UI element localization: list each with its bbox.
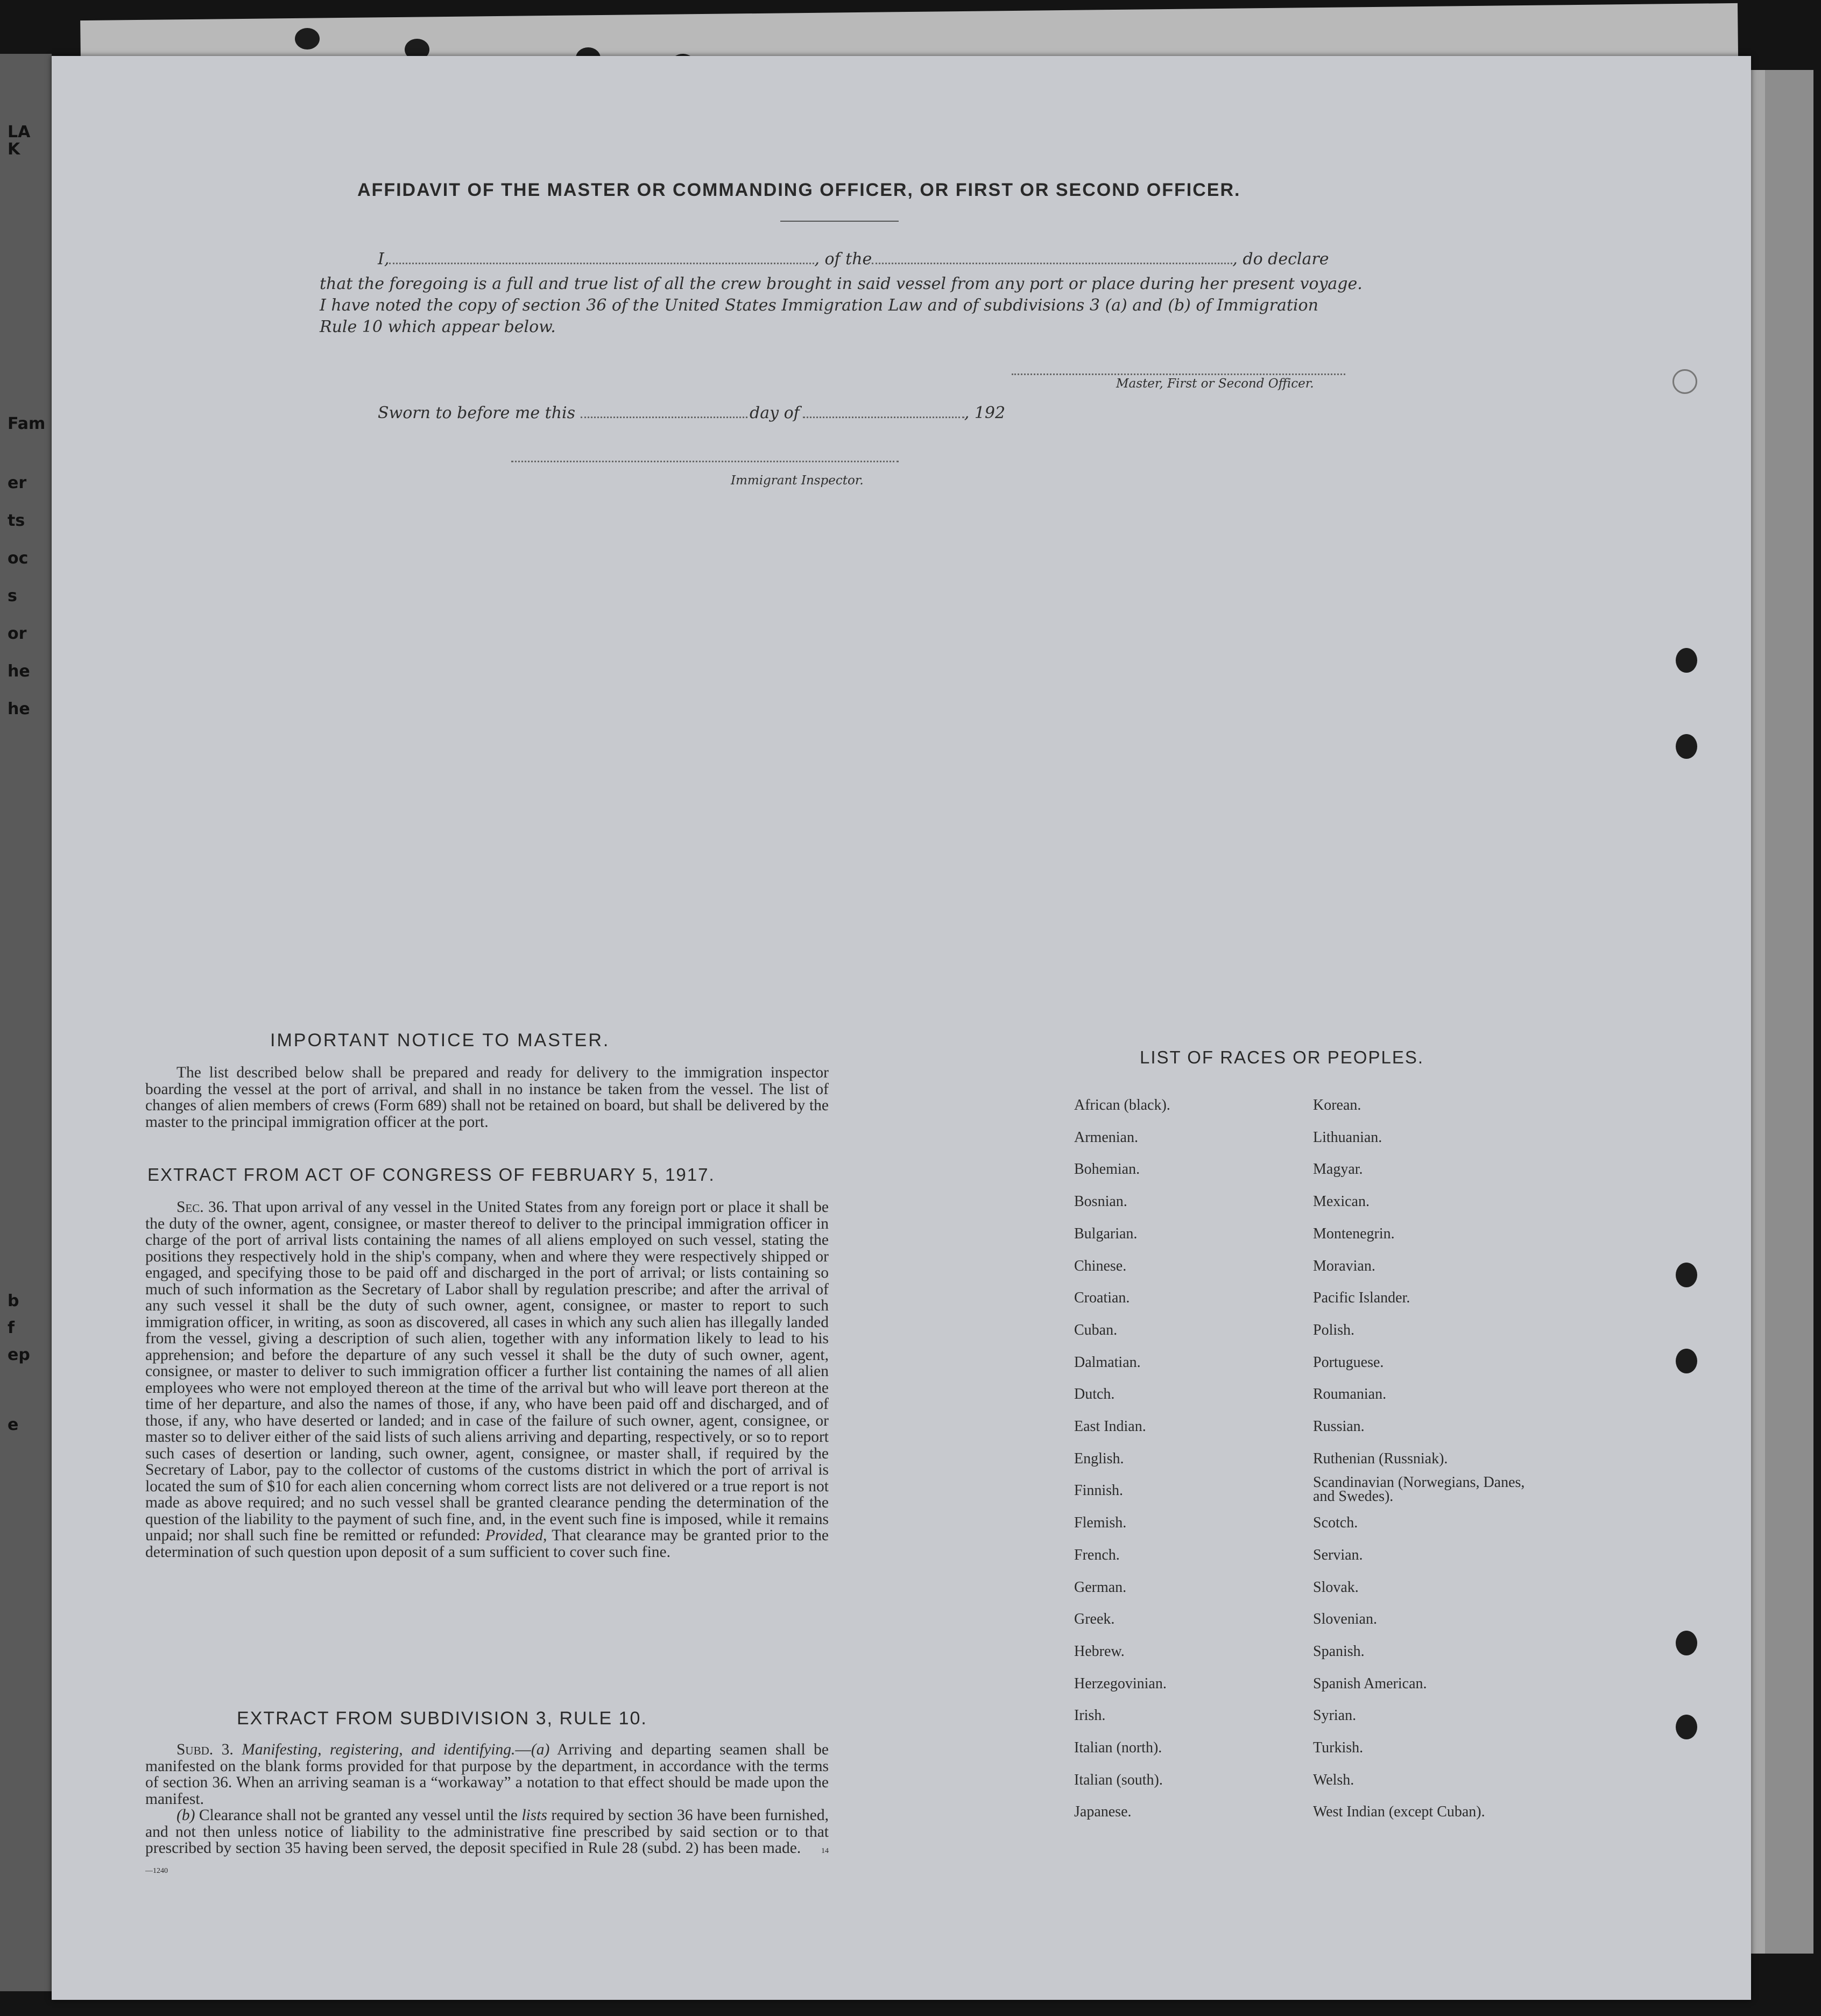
punch-hole bbox=[1676, 1263, 1697, 1287]
master-signature-blank[interactable] bbox=[1012, 373, 1345, 375]
title-rule bbox=[780, 221, 899, 222]
name-blank[interactable] bbox=[389, 263, 814, 264]
race-item: Hebrew. bbox=[1074, 1643, 1125, 1660]
punch-hole bbox=[1676, 1715, 1697, 1739]
race-item: Montenegrin. bbox=[1313, 1225, 1395, 1242]
punch-hole bbox=[1676, 648, 1697, 673]
race-item: Syrian. bbox=[1313, 1707, 1357, 1724]
race-item: Russian. bbox=[1313, 1418, 1365, 1435]
month-blank[interactable] bbox=[803, 417, 964, 418]
edge-fragment: s bbox=[8, 587, 17, 605]
race-item: African (black). bbox=[1074, 1097, 1170, 1113]
punch-hole bbox=[295, 28, 320, 50]
race-item: Dalmatian. bbox=[1074, 1354, 1141, 1371]
race-item: Finnish. bbox=[1074, 1482, 1124, 1499]
edge-fragment: LA bbox=[8, 123, 31, 142]
act-extract-title: EXTRACT FROM ACT OF CONGRESS OF FEBRUARY 5, 1917. bbox=[147, 1165, 715, 1185]
race-item: Roumanian. bbox=[1313, 1386, 1387, 1403]
race-item: Polish. bbox=[1313, 1321, 1355, 1338]
race-item: Servian. bbox=[1313, 1546, 1363, 1563]
edge-fragment: e bbox=[8, 1415, 19, 1434]
day-of-label: day of bbox=[750, 404, 800, 422]
race-item: Italian (south). bbox=[1074, 1771, 1163, 1788]
races-title: LIST OF RACES OR PEOPLES. bbox=[1140, 1047, 1424, 1067]
edge-fragment: K bbox=[8, 140, 20, 159]
race-item: Scotch. bbox=[1313, 1514, 1358, 1532]
race-item: East Indian. bbox=[1074, 1418, 1146, 1435]
edge-fragment: oc bbox=[8, 549, 29, 568]
race-item: Slovak. bbox=[1313, 1578, 1359, 1596]
subd-b-paragraph bbox=[145, 1807, 829, 1879]
race-item: Greek. bbox=[1074, 1611, 1115, 1628]
race-item: Chinese. bbox=[1074, 1257, 1127, 1274]
act-extract-body bbox=[145, 1199, 829, 1560]
inspector-signature-blank[interactable] bbox=[511, 461, 899, 462]
subd-label: Subd. 3. bbox=[177, 1741, 234, 1758]
ring-hole-outline bbox=[1672, 369, 1697, 394]
sworn-line bbox=[378, 404, 1005, 422]
edge-fragment: or bbox=[8, 624, 27, 643]
a-text: Arriving and departing seamen shall be manifested on the blank forms provided for that purpose by the department, in accordance with the terms of section 36. When an arriving seaman is a “workaway” a notation to that effect should be made upon the manifest. bbox=[145, 1741, 829, 1808]
race-item: Italian (north). bbox=[1074, 1739, 1162, 1756]
left-edge-strip bbox=[0, 54, 52, 1991]
affidavit-line-4: Rule 10 which appear below. bbox=[320, 318, 556, 336]
year-label: , 192 bbox=[964, 404, 1006, 422]
race-item: German. bbox=[1074, 1578, 1127, 1596]
affidavit-line-2: that the foregoing is a full and true list of all the crew brought in said vessel from any port or place during her present voyage. bbox=[320, 274, 1363, 293]
inspector-caption: Immigrant Inspector. bbox=[731, 474, 864, 488]
b-text-2: required by section 36 have been furnished, and not then unless notice of liability to the administrative fine prescribed by said section or to that prescribed by section 35 having been served, the deposit specified in Rule 28 (subd. 2) has been made. bbox=[145, 1807, 829, 1857]
b-lists: lists bbox=[521, 1807, 547, 1824]
race-item: Welsh. bbox=[1313, 1771, 1354, 1788]
punch-hole bbox=[1676, 1349, 1697, 1373]
race-item: Flemish. bbox=[1074, 1514, 1127, 1532]
sworn-label: Sworn to before me this bbox=[378, 404, 576, 422]
edge-fragment: he bbox=[8, 700, 30, 718]
race-item: French. bbox=[1074, 1546, 1120, 1563]
edge-fragment: he bbox=[8, 662, 30, 681]
rule-extract-title: EXTRACT FROM SUBDIVISION 3, RULE 10. bbox=[237, 1708, 647, 1729]
sec-text-end: That clearance may be granted prior to the determination of such question upon deposit of a sum sufficient to cover such fine. bbox=[145, 1527, 829, 1561]
race-item: Ruthenian (Russniak). bbox=[1313, 1450, 1448, 1467]
b-text-1: Clearance shall not be granted any vessel until the bbox=[199, 1807, 518, 1824]
race-item: Slovenian. bbox=[1313, 1611, 1377, 1628]
race-item: Japanese. bbox=[1074, 1803, 1132, 1821]
race-item: Cuban. bbox=[1074, 1321, 1118, 1338]
affidavit-line-1 bbox=[378, 250, 1329, 269]
provided-word: Provided, bbox=[485, 1527, 547, 1544]
race-item: Dutch. bbox=[1074, 1386, 1115, 1403]
race-item: Scandinavian (Norwegians, Danes, and Swedes). bbox=[1313, 1474, 1525, 1505]
affidavit-do-declare: , do declare bbox=[1232, 250, 1329, 269]
race-item: Spanish. bbox=[1313, 1643, 1365, 1660]
b-label: (b) bbox=[177, 1807, 195, 1824]
form-number: 14—1240 bbox=[145, 1847, 829, 1875]
day-blank[interactable] bbox=[581, 417, 747, 418]
edge-fragment: ep bbox=[8, 1345, 30, 1364]
affidavit-title: AFFIDAVIT OF THE MASTER OR COMMANDING OFFICER, OR FIRST OR SECOND OFFICER. bbox=[357, 180, 1241, 200]
affidavit-line-3: I have noted the copy of section 36 of the United States Immigration Law and of subdivisions 3 (a) and (b) of Immigration bbox=[320, 296, 1318, 315]
race-item: Bohemian. bbox=[1074, 1161, 1140, 1178]
race-item: Bulgarian. bbox=[1074, 1225, 1138, 1242]
rule-extract-body bbox=[145, 1742, 829, 1879]
sec-label: Sec. 36. bbox=[177, 1199, 228, 1216]
race-item: Lithuanian. bbox=[1313, 1129, 1382, 1146]
race-item: Turkish. bbox=[1313, 1739, 1364, 1756]
race-item: Portuguese. bbox=[1313, 1354, 1384, 1371]
master-caption: Master, First or Second Officer. bbox=[1116, 377, 1314, 391]
race-item: Irish. bbox=[1074, 1707, 1106, 1724]
punch-hole bbox=[1676, 734, 1697, 759]
race-item: Mexican. bbox=[1313, 1193, 1370, 1210]
race-item: Croatian. bbox=[1074, 1289, 1130, 1307]
edge-fragment: er bbox=[8, 474, 27, 492]
race-item: Armenian. bbox=[1074, 1129, 1138, 1146]
edge-fragment: ts bbox=[8, 511, 25, 530]
race-item: Herzegovinian. bbox=[1074, 1675, 1167, 1692]
edge-fragment: b bbox=[8, 1292, 19, 1310]
subd-a-paragraph: Subd. 3. Manifesting, registering, and identifying.—(a) Arriving and departing seamen shall be manifested on the blank forms provided for that purpose by the department, in accordance with the terms of section 36. When an arriving seaman is a “workaway” a notation to that effect should be made upon the manifest. bbox=[145, 1741, 829, 1808]
race-item: Korean. bbox=[1313, 1097, 1361, 1113]
punch-hole bbox=[1676, 1631, 1697, 1655]
race-item: Magyar. bbox=[1313, 1161, 1363, 1178]
race-item: Moravian. bbox=[1313, 1257, 1375, 1274]
notice-title: IMPORTANT NOTICE TO MASTER. bbox=[270, 1030, 610, 1051]
document-page bbox=[52, 56, 1751, 2000]
race-item: Bosnian. bbox=[1074, 1193, 1127, 1210]
sec-text: That upon arrival of any vessel in the United States from any foreign port or place it shall be the duty of the owner, agent, consignee, or master thereof to deliver to the principal immigration officer in charge of the port of arrival lists containing the names of all aliens employed on such vessel, stating the positions they respectively hold in the ship's company, when and where they were respectively shipped or engaged, and specifying those to be paid off and discharged in the port of arrival; or lists containing so much of such information as the Secretary of Labor shall by regulation prescribe; and after the arrival of any such vessel it shall be the duty of such owner, agent, consignee, or master to report to such immigration officer, in writing, as soon as discovered, all cases in which any such alien has illegally landed from the vessel, giving a description of such alien, together with any information likely to lead to his apprehension; and before the departure of any such vessel it shall be the duty of such owner, agent, consignee, or master to deliver to such immigration officer a further list containing the names of all alien employees who were not employed thereon at the time of the arrival but who will leave port thereon at the time of her departure, and also the names of those, if any, who have been paid off and discharged, and of those, if any, who have deserted or landed; and in case of the failure of such owner, agent, consignee, or master so to deliver either of the said lists of such aliens arriving and departing, respectively, or so to report such cases of desertion or landing, such owner, agent, consignee, or master shall, if required by the Secretary of Labor, pay to the collector of customs of the customs district in which the port of arrival is located the sum of $10 for each alien concerning whom correct lists are not delivered or a true report is not made as above required; and no such vessel shall be granted clearance pending the determination of the question of the liability to the payment of such fine, and, in the event such fine is imposed, while it remains unpaid; nor shall such fine be remitted or refunded: bbox=[145, 1199, 829, 1544]
a-label: (a) bbox=[531, 1741, 550, 1758]
affidavit-i-label: I, bbox=[378, 250, 390, 269]
edge-fragment: f bbox=[8, 1319, 15, 1337]
subd-heading: Manifesting, registering, and identifying. bbox=[242, 1741, 516, 1758]
race-item: Spanish American. bbox=[1313, 1675, 1427, 1692]
edge-fragment: Fam bbox=[8, 414, 46, 433]
notice-body: The list described below shall be prepared and ready for delivery to the immigration inspector boarding the vessel at the port of arrival, and shall in no instance be taken from the vessel. The list of changes of alien members of crews (Form 689) shall not be retained on board, but shall be delivered by the master to the principal immigration officer at the port. bbox=[145, 1064, 829, 1131]
race-item: English. bbox=[1074, 1450, 1124, 1467]
race-item: West Indian (except Cuban). bbox=[1313, 1803, 1485, 1821]
affidavit-of-the: , of the bbox=[814, 250, 872, 269]
vessel-blank[interactable] bbox=[872, 263, 1232, 264]
race-item: Pacific Islander. bbox=[1313, 1289, 1410, 1307]
